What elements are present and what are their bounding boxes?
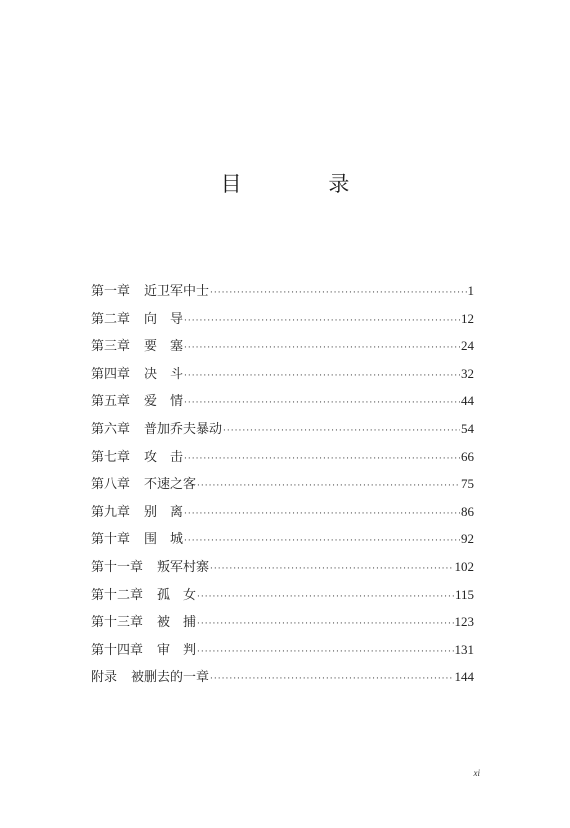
toc-leader-dots — [223, 426, 460, 436]
toc-chapter-label: 附录 — [91, 670, 118, 686]
toc-page-number: 54 — [461, 420, 474, 436]
toc-page-number: 44 — [461, 393, 474, 409]
toc-entry-4[interactable] — [91, 363, 474, 391]
toc-entry-11[interactable] — [91, 556, 474, 584]
toc-leader-dots — [197, 619, 453, 629]
toc-entry-14[interactable] — [91, 639, 474, 667]
toc-chapter-label: 第六章 — [91, 421, 131, 437]
toc-page-number: 102 — [454, 558, 474, 574]
toc-page-number: 144 — [454, 669, 474, 685]
toc-chapter-label: 第九章 — [91, 504, 131, 520]
toc-chapter-label: 第十一章 — [91, 559, 144, 575]
toc-chapter-label: 第十章 — [91, 532, 131, 548]
toc-leader-dots — [184, 536, 460, 546]
toc-chapter-title: 爱 情 — [144, 394, 184, 410]
toc-entry-6[interactable] — [91, 418, 474, 446]
table-of-contents — [91, 280, 474, 694]
toc-entry-2[interactable] — [91, 308, 474, 336]
toc-leader-dots — [197, 481, 460, 491]
toc-leader-dots — [197, 647, 453, 657]
toc-entry-7[interactable] — [91, 446, 474, 474]
toc-page-number: 131 — [454, 641, 474, 657]
toc-chapter-title: 审 判 — [157, 642, 197, 658]
toc-entry-9[interactable] — [91, 501, 474, 529]
toc-chapter-title: 向 导 — [144, 311, 184, 327]
toc-page-number: 12 — [461, 310, 474, 326]
toc-entry-8[interactable] — [91, 473, 474, 501]
toc-chapter-title: 不速之客 — [144, 477, 197, 493]
toc-chapter-title: 围 城 — [144, 532, 184, 548]
toc-leader-dots — [184, 371, 460, 381]
toc-chapter-label: 第八章 — [91, 477, 131, 493]
toc-chapter-label: 第五章 — [91, 394, 131, 410]
toc-page-number: 24 — [461, 338, 474, 354]
toc-page-number: 66 — [461, 448, 474, 464]
page-title: 目 录 — [220, 172, 390, 196]
toc-chapter-title: 普加乔夫暴动 — [144, 421, 223, 437]
toc-leader-dots — [184, 454, 460, 464]
toc-chapter-title: 决 斗 — [144, 366, 184, 382]
toc-chapter-title: 叛军村寨 — [157, 559, 210, 575]
toc-leader-dots — [184, 316, 460, 326]
toc-chapter-title: 孤 女 — [157, 587, 197, 603]
toc-leader-dots — [184, 509, 460, 519]
toc-chapter-title: 近卫军中士 — [144, 284, 210, 299]
toc-page-number: 123 — [454, 614, 474, 630]
toc-chapter-label: 第一章 — [91, 284, 131, 299]
toc-entry-3[interactable] — [91, 335, 474, 363]
toc-leader-dots — [210, 674, 453, 684]
page-number: xi — [473, 768, 480, 778]
toc-page-number: 1 — [467, 283, 474, 298]
toc-chapter-title: 被 捕 — [157, 615, 197, 631]
toc-leader-dots — [184, 398, 460, 408]
toc-page-number: 115 — [454, 586, 474, 602]
toc-entry-10[interactable] — [91, 528, 474, 556]
toc-chapter-label: 第十四章 — [91, 642, 144, 658]
toc-leader-dots — [184, 343, 460, 353]
toc-leader-dots — [197, 592, 454, 602]
toc-entry-13[interactable] — [91, 611, 474, 639]
toc-chapter-label: 第四章 — [91, 366, 131, 382]
toc-chapter-label: 第十二章 — [91, 587, 144, 603]
toc-chapter-label: 第十三章 — [91, 615, 144, 631]
toc-leader-dots — [210, 564, 453, 574]
toc-entry-appendix[interactable] — [91, 666, 474, 694]
toc-page-number: 92 — [461, 531, 474, 547]
toc-entry-1[interactable] — [91, 280, 474, 308]
toc-page-number: 32 — [461, 365, 474, 381]
toc-chapter-title: 被删去的一章 — [131, 670, 210, 686]
toc-chapter-title: 要 塞 — [144, 339, 184, 355]
toc-page-number: 75 — [461, 476, 474, 492]
toc-page-number: 86 — [461, 503, 474, 519]
toc-leader-dots — [210, 288, 466, 298]
toc-entry-12[interactable] — [91, 584, 474, 612]
toc-chapter-label: 第三章 — [91, 339, 131, 355]
toc-entry-5[interactable] — [91, 390, 474, 418]
toc-chapter-label: 第七章 — [91, 449, 131, 465]
toc-chapter-title: 攻 击 — [144, 449, 184, 465]
toc-chapter-title: 别 离 — [144, 504, 184, 520]
toc-chapter-label: 第二章 — [91, 311, 131, 327]
